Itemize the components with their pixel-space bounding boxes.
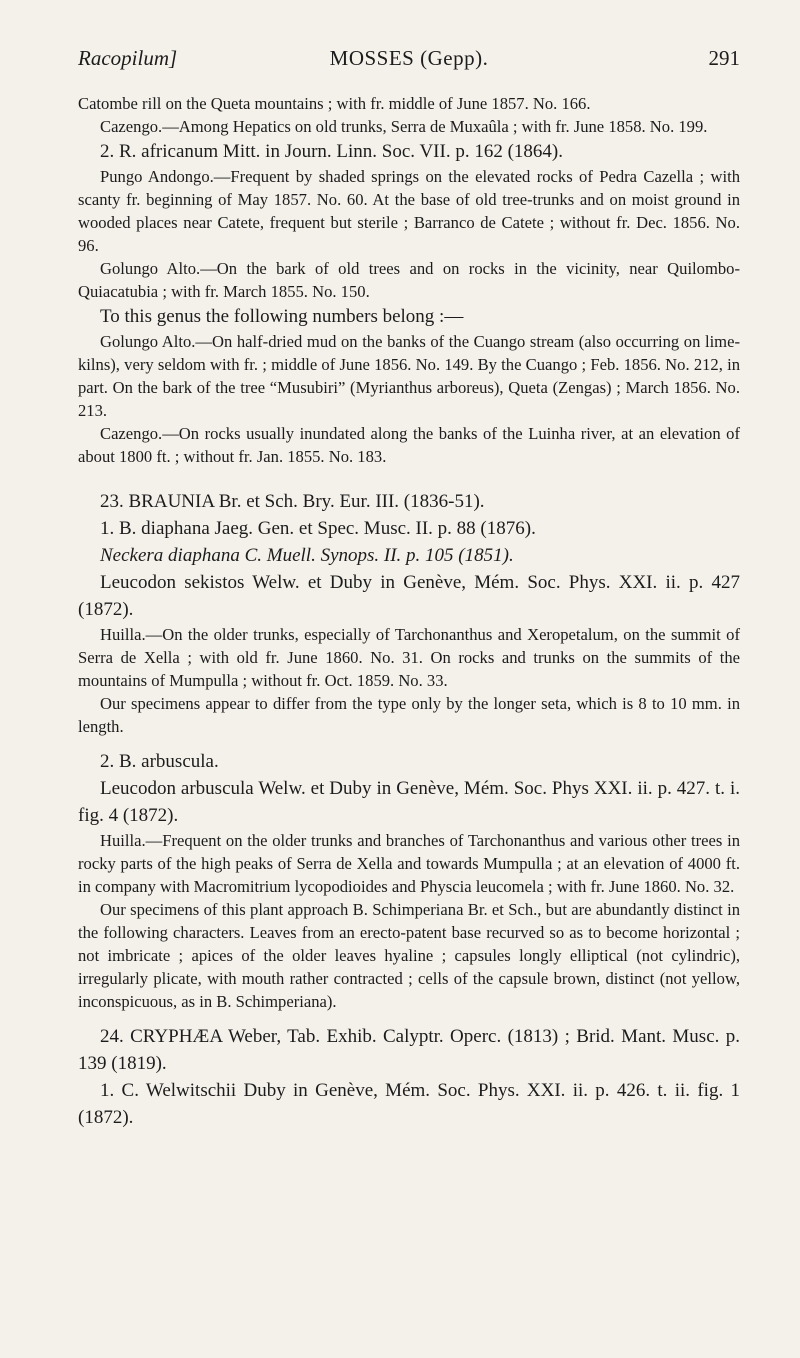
species-heading: 1. B. diaphana Jaeg. Gen. et Spec. Musc. II. p. 88 (1876). [100,518,536,539]
paragraph: Golungo Alto.—On the bark of old trees and on rocks in the vicinity, near Quilombo-Quiacatubia ; with fr. March 1855. No. 150. [78,259,740,301]
species-heading: 2. B. arbuscula. [100,751,219,772]
synonym: Leucodon arbuscula Welw. et Duby in Genève, Mém. Soc. Phys XXI. ii. p. 427. t. i. fig. 4 (1872). [78,778,740,826]
species-heading: 2. R. africanum Mitt. in Journ. Linn. Soc. VII. p. 162 (1864). [100,141,563,162]
paragraph: Huilla.—Frequent on the older trunks and branches of Tarchonanthus and various other trees in rocky parts of the high peaks of Serra de Xella and towards Mumpulla ; at an elevation of 4000 ft. in company with Macromitrium lycopodioides and Physcia leucomela ; with fr. June 1860. No. 32. [78,831,740,896]
species-heading: 1. C. Welwitschii Duby in Genève, Mém. Soc. Phys. XXI. ii. p. 426. t. ii. fig. 1 (1872). [78,1080,740,1128]
synonym: Leucodon sekistos Welw. et Duby in Genève, Mém. Soc. Phys. XXI. ii. p. 427 (1872). [78,572,740,620]
paragraph: Catombe rill on the Queta mountains ; with fr. middle of June 1857. No. 166. [78,94,591,113]
paragraph: To this genus the following numbers belong :— [100,306,464,327]
paragraph: Our specimens appear to differ from the type only by the longer seta, which is 8 to 10 mm. in length. [78,694,740,736]
spacer [78,1013,740,1023]
paragraph: Golungo Alto.—On half-dried mud on the banks of the Cuango stream (also occurring on lime-kilns), very seldom with fr. ; middle of June 1856. No. 149. By the Cuango ; Feb. 1856. No. 212, in part. On the bark of the tree “Musubiri” (Myrianthus arboreus), Queta (Zengas) ; March 1856. No. 213. [78,332,740,420]
document-body [78,92,740,1131]
header-running-title: MOSSES (Gepp). [329,46,489,70]
page-number: 291 [708,46,740,70]
synonym: Neckera diaphana C. Muell. Synops. II. p. 105 (1851). [100,545,514,566]
paragraph: Pungo Andongo.—Frequent by shaded springs on the elevated rocks of Pedra Cazella ; with scanty fr. beginning of May 1857. No. 60. At the base of old tree-trunks and on moist ground in wooded places near Catete, frequent but sterile ; Barranco de Catete ; without fr. Dec. 1856. No. 96. [78,167,740,255]
paragraph: Cazengo.—On rocks usually inundated along the banks of the Luinha river, at an elevation of about 1800 ft. ; without fr. Jan. 1855. No. 183. [78,424,740,466]
paragraph: Our specimens of this plant approach B. Schimperiana Br. et Sch., but are abundantly distinct in the following characters. Leaves from an erecto-patent base recurved so as to become horizontal ; not imbricate ; apices of the older leaves hyaline ; capsules longly elliptical (not cylindric), irregularly plicate, with mouth rather contracted ; cells of the capsule brown, distinct (not yellow, inconspicuous, as in B. Schimperiana). [78,900,740,1011]
spacer [78,468,740,488]
spacer [78,738,740,748]
genus-heading: 24. CRYPHÆA Weber, Tab. Exhib. Calyptr. Operc. (1813) ; Brid. Mant. Musc. p. 139 (1819). [78,1026,740,1074]
paragraph: Cazengo.—Among Hepatics on old trunks, Serra de Muxaûla ; with fr. June 1858. No. 199. [100,117,708,136]
header-section-title: Racopilum] [78,46,178,70]
genus-heading: 23. BRAUNIA Br. et Sch. Bry. Eur. III. (1836-51). [100,491,485,512]
running-header [78,46,740,76]
paragraph: Huilla.—On the older trunks, especially of Tarchonanthus and Xeropetalum, on the summit of Serra de Xella ; with old fr. June 1860. No. 31. On rocks and trunks on the summits of the mountains of Mumpulla ; without fr. Oct. 1859. No. 33. [78,625,740,690]
